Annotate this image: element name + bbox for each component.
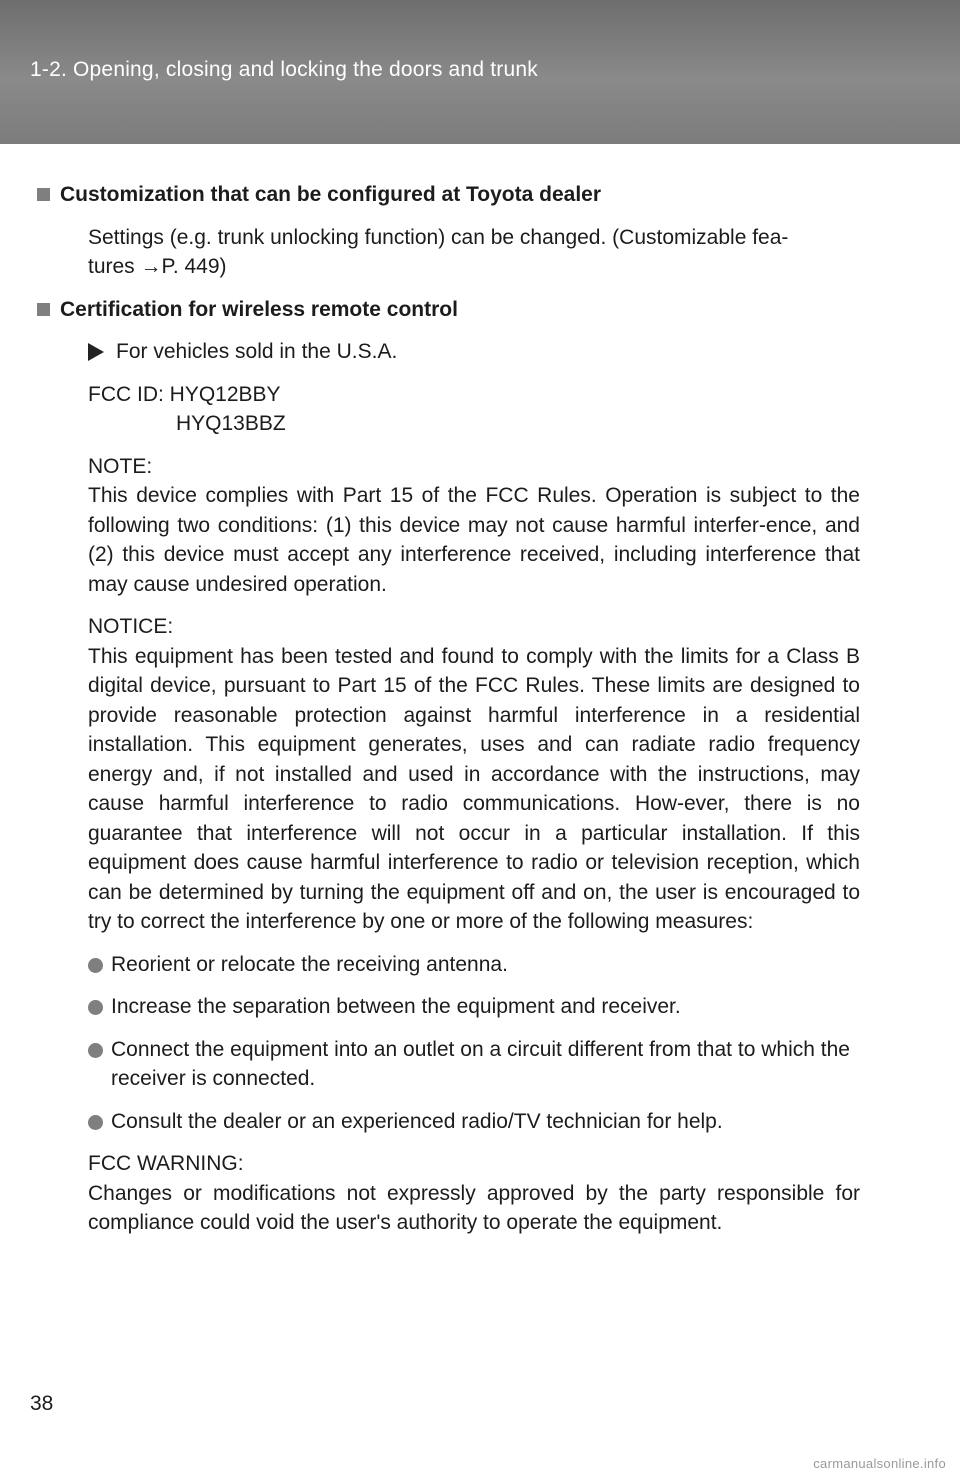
- round-bullet-icon: [88, 1043, 103, 1058]
- fcc-id-line-2: HYQ13BBZ: [176, 412, 286, 435]
- notice-label: NOTICE:: [88, 615, 174, 638]
- page-content: [60, 180, 860, 1251]
- list-item: Connect the equipment into an outlet on a circuit different from that to which the receiver is connected.: [88, 1035, 860, 1094]
- fcc-warning-paragraph: [60, 1149, 860, 1238]
- notice-paragraph: [60, 612, 860, 937]
- note-paragraph: [60, 452, 860, 600]
- region-label: For vehicles sold in the U.S.A.: [60, 337, 860, 367]
- square-bullet-icon: [37, 188, 50, 201]
- notice-text: This equipment has been tested and found to comply with the limits for a Class B digital device, pursuant to Part 15 of the FCC Rules. These limits are designed to provide reasonable protection against harmful interference in a residential installation. This equipment generates, uses and can radiate radio frequency energy and, if not installed and used in accordance with the instructions, may cause harmful interference to radio communications. How-ever, there is no guarantee that interference will not occur in a particular installation. If this equipment does cause harmful interference to radio or television reception, which can be determined by turning the equipment off and on, the user is encouraged to try to correct the interference by one or more of the following measures:: [88, 644, 860, 933]
- triangle-pointer-icon: [88, 343, 104, 361]
- section-heading-customization: Customization that can be configured at Toyota dealer: [37, 180, 860, 210]
- note-label: NOTE:: [88, 454, 153, 478]
- customization-text: Settings (e.g. trunk unlocking function) can be changed. (Customizable fea- tures →P. 449): [88, 225, 789, 278]
- section-heading-certification: Certification for wireless remote control: [37, 295, 860, 325]
- page-header: [0, 0, 960, 144]
- list-item: Reorient or relocate the receiving antenna.: [88, 950, 860, 980]
- page-number: 38: [30, 1392, 54, 1415]
- fcc-id-line-1: FCC ID: HYQ12BBY: [88, 382, 281, 406]
- list-item: Increase the separation between the equipment and receiver.: [88, 992, 860, 1022]
- round-bullet-icon: [88, 1115, 103, 1130]
- round-bullet-icon: [88, 958, 103, 973]
- warning-text: Changes or modifications not expressly approved by the party responsible for compliance could void the user's authority to operate the equipment.: [88, 1181, 860, 1234]
- measures-list: [60, 950, 860, 1137]
- chapter-title: 1-2. Opening, closing and locking the doors and trunk: [30, 58, 538, 81]
- square-bullet-icon: [37, 303, 50, 316]
- fcc-id-block: [60, 380, 860, 439]
- note-text: This device complies with Part 15 of the FCC Rules. Operation is subject to the following two conditions: (1) this device may not cause harmful interfer-ence, and (2) this device must accept any interference received, including interference that may cause undesired operation.: [88, 484, 860, 596]
- list-item: Consult the dealer or an experienced radio/TV technician for help.: [88, 1107, 860, 1137]
- warning-label: FCC WARNING:: [88, 1152, 244, 1175]
- round-bullet-icon: [88, 1000, 103, 1015]
- watermark: carmanualsonline.info: [813, 1456, 946, 1471]
